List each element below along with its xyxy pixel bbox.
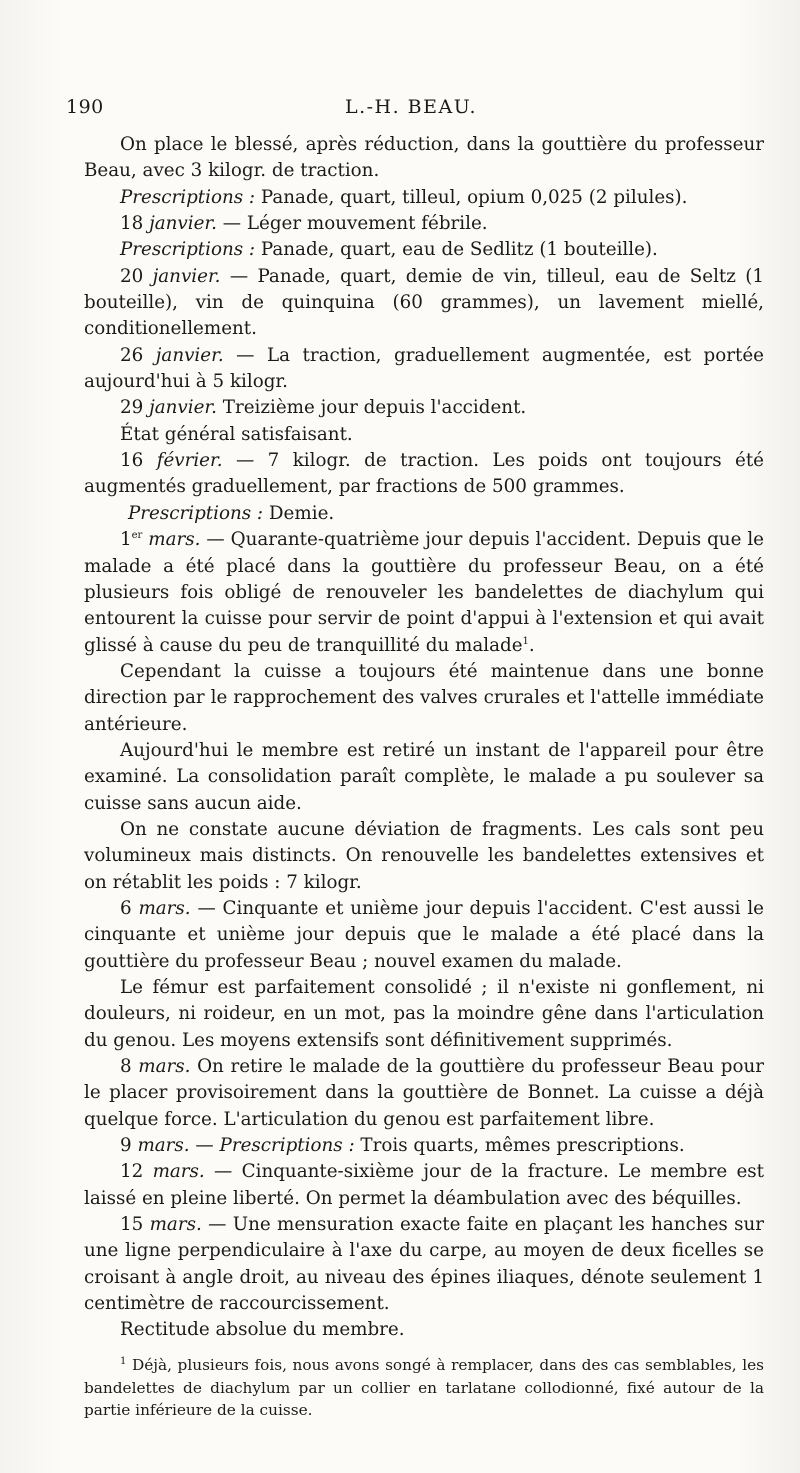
text-run: Demie. [263,502,335,524]
text-run: Rectitude absolue du membre. [120,1319,405,1341]
paragraph [84,211,764,237]
text-run: — Cinquante et unième jour depuis l'accident. C'est aussi le cinquante et unième jour depuis que le malade a été placé dans la gouttière du professeur Beau ; nouvel examen du malade. [84,897,764,972]
italic-text: mars. [138,897,191,919]
paragraph [84,501,764,527]
italic-text: mars. [152,1161,205,1183]
footnotes [84,1354,764,1422]
text-run: 18 [120,213,150,235]
page-body [84,132,764,1344]
text-run: — 7 kilogr. de traction. Les poids ont toujours été augmentés graduellement, par fractions de 500 grammes. [84,450,764,498]
paragraph [84,1212,764,1317]
text-run: Panade, quart, tilleul, opium 0,025 (2 pilules). [255,186,688,208]
text-run: Trois quarts, mêmes prescriptions. [354,1135,685,1157]
italic-text: février. [156,450,223,472]
text-run: — Léger mouvement fébrile. [216,213,488,235]
text-run: — [189,1135,220,1157]
paragraph [84,817,764,896]
paragraph [84,975,764,1054]
italic-text: Prescriptions : [219,1135,355,1157]
text-run: Panade, quart, eau de Sedlitz (1 bouteille). [255,239,658,261]
text-run: — Quarante-quatrième jour depuis l'accident. Depuis que le malade a été placé dans la gouttière du professeur Beau, on a été plusieurs fois obligé de renouveler les bandelettes de diachylum qui entourent la cuisse pour servir de point d'appui à l'extension et qui avait glissé à cause du peu de tranquillité du malade [84,529,764,656]
text-run: 8 [120,1056,139,1078]
italic-text: Prescriptions : [128,502,264,524]
text-run: 26 [120,344,156,366]
text-run: État général satisfaisant. [120,423,353,445]
text-run: On place le blessé, après réduction, dans la gouttière du professeur Beau, avec 3 kilogr. de traction. [84,134,764,182]
text-run: — Une mensuration exacte faite en plaçant les hanches sur une ligne perpendiculaire à l'axe du carpe, au moyen de deux ficelles se croisant à angle droit, au niveau des épines iliaques, dénote seulement 1 centimètre de raccourcissement. [84,1214,764,1315]
italic-text: janvier. [149,397,217,419]
text-run: — Panade, quart, demie de vin, tilleul, eau de Seltz (1 bouteille), vin de quinquina (60 grammes), un lavement miellé, conditionellement. [84,265,765,340]
paragraph [84,132,764,185]
footnote-text: Déjà, plusieurs fois, nous avons songé à remplacer, dans des cas semblables, les bandelettes de diachylum par un collier en tarlatane collodionné, fixé autour de la partie inférieure de la cuisse. [84,1356,764,1419]
italic-text: Prescriptions : [120,186,256,208]
paragraph [84,738,764,817]
paragraph [84,896,764,975]
text-run: 12 [120,1161,153,1183]
page-number: 190 [66,96,104,118]
text-run: 6 [120,897,139,919]
paragraph [84,422,764,448]
text-run: — La traction, graduellement augmentée, est portée aujourd'hui à 5 kilogr. [84,344,764,393]
superscript-text: 1 [522,635,529,647]
paragraph [84,527,764,659]
italic-text: janvier. [155,344,224,366]
text-run: 9 [120,1135,138,1157]
text-run: Treizième jour depuis l'accident. [216,397,527,419]
paragraph [84,237,764,263]
footnote-marker: 1 [120,1355,127,1367]
italic-text: janvier. [149,213,217,235]
paragraph [84,448,764,501]
italic-text: Prescriptions : [120,239,256,261]
text-run: Le fémur est parfaitement consolidé ; il n'existe ni gonflement, ni douleurs, ni roideur, en un mot, pas la moindre gêne dans l'articulation du genou. Les moyens extensifs sont définitivement supprimés. [84,977,764,1051]
paragraph [84,1133,764,1159]
paragraph [84,1317,764,1343]
paragraph [84,395,764,421]
text-run: 16 [120,450,157,472]
text-run: On retire le malade de la gouttière du professeur Beau pour le placer provisoirement dans la gouttière de Bonnet. La cuisse a déjà quelque force. L'articulation du genou est parfaitement libre. [84,1056,764,1130]
italic-text: janvier. [152,265,221,287]
text-run: Aujourd'hui le membre est retiré un instant de l'appareil pour être examiné. La consolidation paraît complète, le malade a pu soulever sa cuisse sans aucun aide. [84,739,764,814]
running-head: L.-H. BEAU. [344,96,478,118]
text-run: . [528,634,535,656]
paragraph [84,343,764,396]
paragraph [84,659,764,738]
text-run: 1 [120,529,132,551]
paragraph [84,264,764,343]
italic-text: mars. [137,1135,190,1157]
footnote [84,1354,764,1422]
page-header [66,96,756,122]
text-run: — Cinquante-sixième jour de la fracture. Le membre est laissé en pleine liberté. On permet la déambulation avec des béquilles. [84,1161,764,1209]
italic-text: mars. [148,529,201,551]
paragraph [84,1159,764,1212]
italic-text: mars. [138,1056,191,1078]
text-run: Cependant la cuisse a toujours été maintenue dans une bonne direction par le rapprochement des valves crurales et l'attelle immédiate antérieure. [84,660,764,735]
text-run: 20 [120,265,153,287]
paragraph [84,1054,764,1133]
text-run: On ne constate aucune déviation de fragments. Les cals sont peu volumineux mais distincts. On renouvelle les bandelettes extensives et on rétablit les poids : 7 kilogr. [84,818,764,893]
text-run: 15 [120,1214,150,1236]
superscript-text: er [131,530,143,542]
italic-text: mars. [149,1214,202,1236]
paragraph [84,185,764,211]
text-run: 29 [120,397,150,419]
